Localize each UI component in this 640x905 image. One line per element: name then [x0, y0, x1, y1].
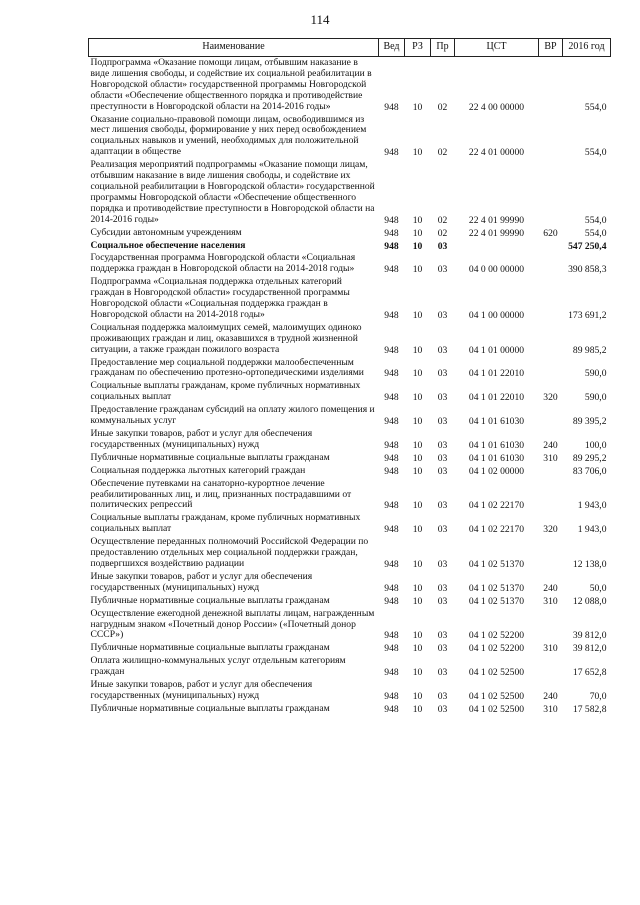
table-header: [89, 39, 611, 57]
header-rz: РЗ: [405, 39, 431, 57]
amount-cell: 554,0: [584, 214, 607, 226]
vr-cell: 320: [543, 524, 558, 536]
rz-cell: 10: [412, 465, 423, 477]
cst-cell: 04 1 02 52500: [468, 667, 525, 679]
table-row: [89, 227, 611, 240]
ved-cell: 948: [384, 309, 399, 321]
vr-cell: 620: [543, 227, 558, 239]
amount-cell: 12 138,0: [572, 558, 607, 570]
amount-cell: 1 943,0: [577, 500, 607, 512]
ved-cell: 948: [384, 558, 399, 570]
amount-cell: 39 812,0: [572, 630, 607, 642]
rz-cell: 10: [412, 439, 423, 451]
vr-cell: [539, 608, 563, 643]
ved-cell: 948: [384, 344, 399, 356]
rz-cell: 10: [412, 558, 423, 570]
pr-cell: 03: [437, 439, 448, 451]
cst-cell: 04 1 02 52200: [468, 643, 525, 655]
name-cell: Социальная поддержка малоимущих семей, малоимущих одиноко проживающих граждан и лиц, оказавшихся в трудной жизненной ситуации, а также граждан пожилого возраста: [90, 321, 362, 355]
pr-cell: 02: [437, 101, 448, 113]
name-cell: Осуществление ежегодной денежной выплаты лицам, награжденным нагрудным знаком «Почетный донор России» («Почетный донор СССР»): [90, 607, 375, 641]
pr-cell: 03: [437, 595, 448, 607]
rz-cell: 10: [412, 703, 423, 715]
vr-cell: [539, 57, 563, 114]
amount-cell: 390 858,3: [568, 264, 607, 276]
pr-cell: 03: [437, 630, 448, 642]
name-cell: Подпрограмма «Социальная поддержка отдельных категорий граждан в Новгородской области» государственной программы Новгородской области «Социальная поддержка граждан в Новгородской области на 2014-2018 годы»: [90, 276, 350, 320]
ved-cell: 948: [384, 500, 399, 512]
vr-cell: [539, 465, 563, 478]
vr-cell: [539, 114, 563, 160]
amount-cell: 83 706,0: [572, 465, 607, 477]
name-cell: Государственная программа Новгородской области «Социальная поддержка граждан в Новгородской области на 2014-2018 годы»: [90, 252, 356, 275]
ved-cell: 948: [384, 643, 399, 655]
rz-cell: 10: [412, 264, 423, 276]
table-row: [89, 478, 611, 513]
vr-cell: [539, 240, 563, 253]
name-cell: Обеспечение путевками на санаторно-курортное лечение реабилитированных лиц, и лиц, признанных пострадавшими от политических репрессий: [90, 477, 352, 511]
cst-cell: 22 4 01 99990: [468, 214, 525, 226]
pr-cell: 03: [437, 452, 448, 464]
name-cell: Оплата жилищно-коммунальных услуг отдельным категориям граждан: [90, 655, 346, 678]
pr-cell: 03: [437, 368, 448, 380]
pr-cell: 03: [437, 558, 448, 570]
name-cell: Иные закупки товаров, работ и услуг для обеспечения государственных (муниципальных) нужд: [90, 428, 313, 450]
table-row: [89, 240, 611, 253]
pr-cell: 02: [437, 147, 448, 159]
table-row: [89, 322, 611, 357]
name-cell: Иные закупки товаров, работ и услуг для обеспечения государственных (муниципальных) нужд: [90, 679, 313, 701]
rz-cell: 10: [412, 524, 423, 536]
amount-cell: 89 295,2: [572, 452, 607, 464]
vr-cell: 240: [543, 439, 558, 451]
name-cell: Социальное обеспечение населения: [90, 239, 246, 251]
amount-cell: 100,0: [584, 439, 607, 451]
cst-cell: 04 1 02 51370: [468, 582, 525, 594]
amount-cell: 17 582,8: [572, 703, 607, 715]
name-cell: Предоставление гражданам субсидий на оплату жилого помещения и коммунальных услуг: [90, 404, 375, 427]
name-cell: Социальные выплаты гражданам, кроме публичных нормативных социальных выплат: [90, 512, 361, 535]
ved-cell: 948: [384, 264, 399, 276]
vr-cell: [539, 159, 563, 226]
table-row: [89, 642, 611, 655]
pr-cell: 03: [437, 465, 448, 477]
table-row: [89, 512, 611, 536]
cst-cell: 04 1 01 22010: [468, 368, 525, 380]
rz-cell: 10: [412, 214, 423, 226]
vr-cell: [539, 655, 563, 679]
table-row: [89, 452, 611, 465]
vr-cell: [539, 276, 563, 322]
name-cell: Оказание социально-правовой помощи лицам, освободившимся из мест лишения свободы, формирование у них перед освобождением социальных навыков и умений, необходимых для положительной адаптации в обществе: [90, 113, 367, 158]
cst-cell: 04 1 00 00000: [468, 309, 525, 321]
table-row: [89, 276, 611, 322]
ved-cell: 948: [384, 147, 399, 159]
cst-cell: 04 1 01 00000: [468, 344, 525, 356]
table-row: [89, 655, 611, 679]
name-cell: Публичные нормативные социальные выплаты гражданам: [90, 451, 330, 463]
ved-cell: 948: [384, 630, 399, 642]
vr-cell: [539, 357, 563, 381]
pr-cell: 03: [437, 643, 448, 655]
vr-cell: 240: [543, 582, 558, 594]
rz-cell: 10: [412, 582, 423, 594]
ved-cell: 948: [384, 214, 399, 226]
name-cell: Осуществление переданных полномочий Российской Федерации по предоставлению отдельных мер социальной поддержки граждан, подвергшихся воздействию радиации: [90, 536, 369, 569]
cst-cell: 04 1 02 00000: [468, 465, 525, 477]
vr-cell: [539, 322, 563, 357]
rz-cell: 10: [412, 147, 423, 159]
rz-cell: 10: [412, 416, 423, 428]
rz-cell: 10: [412, 344, 423, 356]
amount-cell: 1 943,0: [577, 524, 607, 536]
table-row: [89, 703, 611, 716]
amount-cell: 50,0: [589, 582, 607, 594]
header-ved: Вед: [379, 39, 405, 57]
ved-cell: 948: [384, 690, 399, 702]
pr-cell: 02: [437, 227, 448, 239]
header-cst: ЦСТ: [455, 39, 539, 57]
ved-cell: 948: [384, 524, 399, 536]
amount-cell: 554,0: [584, 147, 607, 159]
cst-cell: 22 4 00 00000: [468, 101, 525, 113]
rz-cell: 10: [412, 667, 423, 679]
vr-cell: [539, 252, 563, 276]
ved-cell: 948: [384, 595, 399, 607]
amount-cell: 89 395,2: [572, 416, 607, 428]
page-number: 114: [310, 12, 330, 27]
ved-cell: 948: [384, 452, 399, 464]
amount-cell: 17 652,8: [572, 667, 607, 679]
table-row: [89, 428, 611, 452]
name-cell: Субсидии автономным учреждениям: [90, 226, 242, 238]
name-cell: Подпрограмма «Оказание помощи лицам, отбывшим наказание в виде лишения свободы, и содействие их социальной реабилитации в Новгородской области» государственной программы Новгородской области «Обеспечение общественного порядка и противодействие преступности в Новгородской области на 2014-2016 годы»: [90, 57, 372, 112]
table-row: [89, 571, 611, 595]
cst-cell: 22 4 01 99990: [468, 227, 525, 239]
pr-cell: 03: [437, 240, 448, 252]
table-row: [89, 159, 611, 226]
amount-cell: 173 691,2: [568, 309, 607, 321]
vr-cell: 310: [543, 643, 558, 655]
table-row: [89, 380, 611, 404]
pr-cell: 03: [437, 309, 448, 321]
rz-cell: 10: [412, 690, 423, 702]
pr-cell: 03: [437, 703, 448, 715]
cst-cell: 22 4 01 00000: [468, 147, 525, 159]
amount-cell: 70,0: [589, 690, 607, 702]
amount-cell: 547 250,4: [568, 240, 607, 252]
cst-cell: 04 1 02 51370: [468, 558, 525, 570]
name-cell: Предоставление мер социальной поддержки малообеспеченным гражданам по обеспечению протезно-ортопедическими изделиями: [90, 356, 364, 379]
cst-cell: 04 0 00 00000: [468, 264, 525, 276]
rz-cell: 10: [412, 392, 423, 404]
rz-cell: 10: [412, 240, 423, 252]
table-body: [89, 57, 611, 716]
table-row: [89, 536, 611, 571]
budget-table: [88, 38, 611, 716]
amount-cell: 89 985,2: [572, 344, 607, 356]
amount-cell: 554,0: [584, 227, 607, 239]
pr-cell: 03: [437, 392, 448, 404]
vr-cell: 310: [543, 703, 558, 715]
header-pr: Пр: [431, 39, 455, 57]
header-year: 2016 год: [563, 39, 611, 57]
table-row: [89, 608, 611, 643]
cst-cell: [455, 240, 539, 253]
rz-cell: 10: [412, 368, 423, 380]
cst-cell: 04 1 02 52500: [468, 703, 525, 715]
cst-cell: 04 1 01 22010: [468, 392, 525, 404]
rz-cell: 10: [412, 227, 423, 239]
header-vr: ВР: [539, 39, 563, 57]
rz-cell: 10: [412, 309, 423, 321]
pr-cell: 03: [437, 524, 448, 536]
cst-cell: 04 1 01 61030: [468, 452, 525, 464]
pr-cell: 02: [437, 214, 448, 226]
amount-cell: 590,0: [584, 392, 607, 404]
cst-cell: 04 1 02 52500: [468, 690, 525, 702]
amount-cell: 590,0: [584, 368, 607, 380]
amount-cell: 12 088,0: [572, 595, 607, 607]
ved-cell: 948: [384, 392, 399, 404]
cst-cell: 04 1 02 52200: [468, 630, 525, 642]
rz-cell: 10: [412, 101, 423, 113]
table-row: [89, 57, 611, 114]
cst-cell: 04 1 02 51370: [468, 595, 525, 607]
ved-cell: 948: [384, 240, 399, 252]
ved-cell: 948: [384, 667, 399, 679]
table-row: [89, 595, 611, 608]
ved-cell: 948: [384, 439, 399, 451]
rz-cell: 10: [412, 500, 423, 512]
cst-cell: 04 1 02 22170: [468, 500, 525, 512]
name-cell: Социальная поддержка льготных категорий граждан: [90, 464, 306, 476]
pr-cell: 03: [437, 667, 448, 679]
ved-cell: 948: [384, 703, 399, 715]
vr-cell: 310: [543, 452, 558, 464]
pr-cell: 03: [437, 690, 448, 702]
cst-cell: 04 1 02 22170: [468, 524, 525, 536]
name-cell: Публичные нормативные социальные выплаты гражданам: [90, 702, 330, 714]
rz-cell: 10: [412, 595, 423, 607]
cst-cell: 04 1 01 61030: [468, 439, 525, 451]
vr-cell: [539, 536, 563, 571]
table-row: [89, 679, 611, 703]
name-cell: Социальные выплаты гражданам, кроме публичных нормативных социальных выплат: [90, 380, 361, 403]
pr-cell: 03: [437, 500, 448, 512]
rz-cell: 10: [412, 643, 423, 655]
pr-cell: 03: [437, 344, 448, 356]
vr-cell: [539, 404, 563, 428]
ved-cell: 948: [384, 416, 399, 428]
vr-cell: 320: [543, 392, 558, 404]
table-row: [89, 404, 611, 428]
vr-cell: [539, 478, 563, 513]
rz-cell: 10: [412, 452, 423, 464]
header-name: Наименование: [89, 39, 379, 57]
pr-cell: 03: [437, 416, 448, 428]
amount-cell: 39 812,0: [572, 643, 607, 655]
name-cell: Иные закупки товаров, работ и услуг для обеспечения государственных (муниципальных) нужд: [90, 570, 313, 593]
amount-cell: 554,0: [584, 101, 607, 113]
ved-cell: 948: [384, 101, 399, 113]
table-row: [89, 465, 611, 478]
name-cell: Публичные нормативные социальные выплаты гражданам: [90, 642, 330, 654]
table-row: [89, 114, 611, 160]
ved-cell: 948: [384, 582, 399, 594]
ved-cell: 948: [384, 465, 399, 477]
ved-cell: 948: [384, 227, 399, 239]
ved-cell: 948: [384, 368, 399, 380]
name-cell: Реализация мероприятий подпрограммы «Оказание помощи лицам, отбывшим наказание в виде лишения свободы, и содействие их социальной реабилитации в Новгородской области» государственной программы Новгородской области «Обеспечение общественного порядка и противодействие преступности в Новгородской области на 2014-2016 годы»: [90, 159, 375, 225]
vr-cell: 310: [543, 595, 558, 607]
table-row: [89, 252, 611, 276]
name-cell: Публичные нормативные социальные выплаты гражданам: [90, 594, 330, 606]
rz-cell: 10: [412, 630, 423, 642]
pr-cell: 03: [437, 582, 448, 594]
pr-cell: 03: [437, 264, 448, 276]
table-row: [89, 357, 611, 381]
cst-cell: 04 1 01 61030: [468, 416, 525, 428]
vr-cell: 240: [543, 690, 558, 702]
